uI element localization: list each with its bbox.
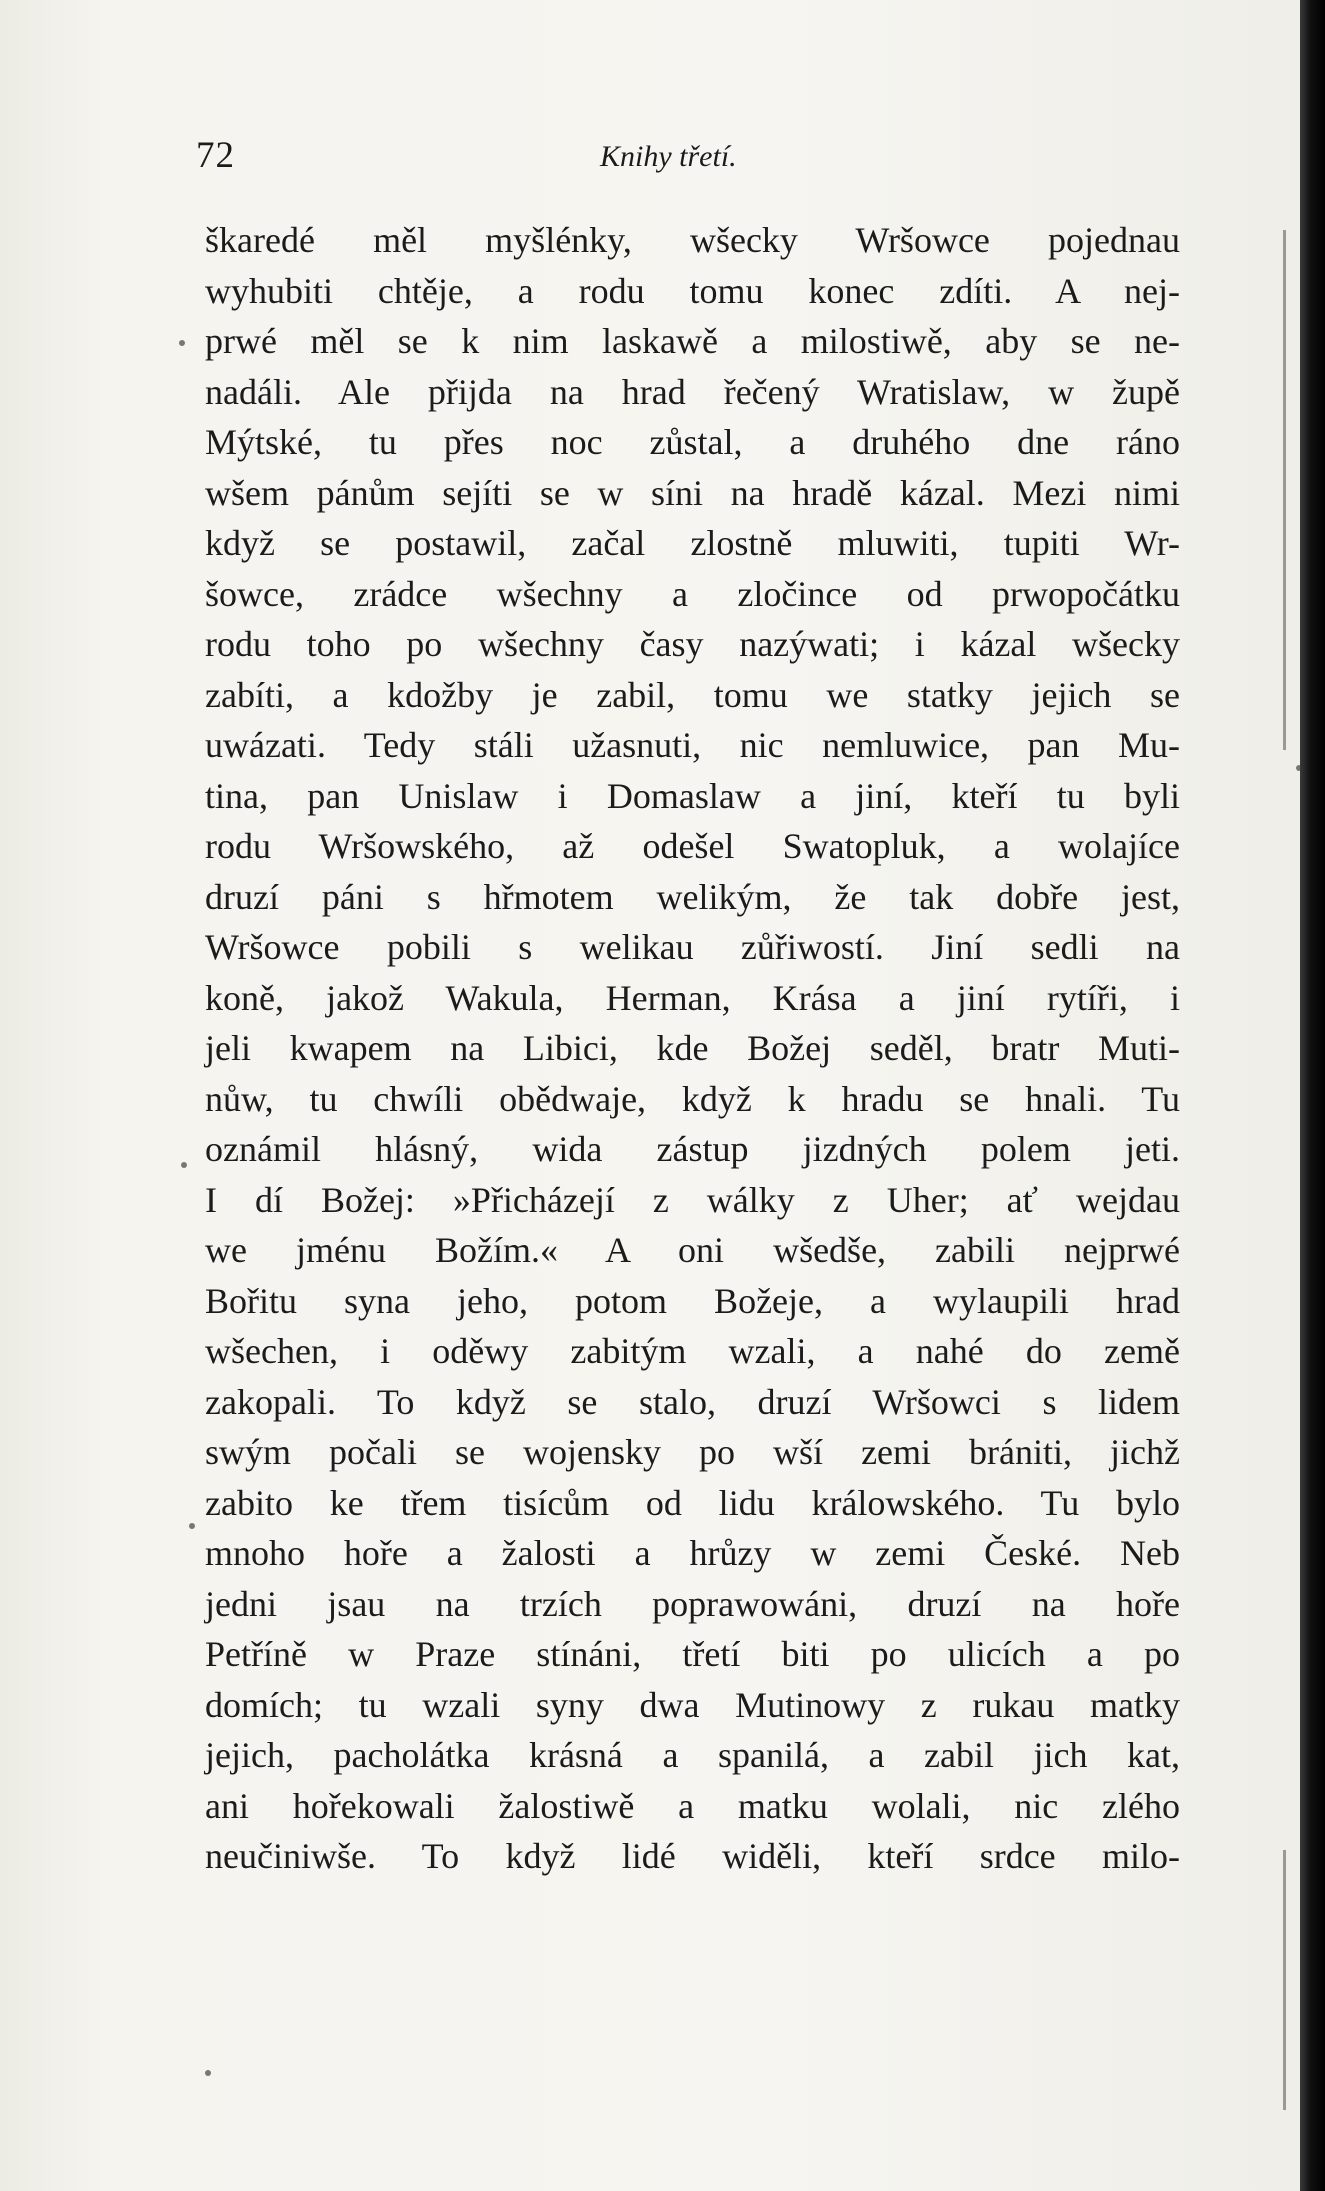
text-line: jedni jsau na trzích poprawowáni, druzí na hoře <box>205 1583 1180 1624</box>
margin-speck <box>181 1162 187 1168</box>
text-line: zakopali. To když se stalo, druzí Wršowci s lidem <box>205 1381 1180 1422</box>
margin-speck <box>205 2070 211 2076</box>
text-line: druzí páni s hřmotem welikým, že tak dobře jest, <box>205 876 1180 917</box>
text-line: I dí Božej: »Přicházejí z wálky z Uher; ať wejdau <box>205 1179 1180 1220</box>
text-line: we jménu Božím.« A oni wšedše, zabili nejprwé <box>205 1230 1180 1270</box>
running-head: Knihy třetí. <box>600 140 737 173</box>
margin-speck <box>179 340 185 346</box>
text-line: nůw, tu chwíli obědwaje, když k hradu se hnali. Tu <box>205 1078 1180 1119</box>
text-line: když se postawil, začal zlostně mluwiti, tupiti Wr- <box>205 523 1180 563</box>
text-line: jejich, pacholátka krásná a spanilá, a zabil jich kat, <box>205 1735 1180 1775</box>
text-line: ani hořekowali žalostiwě a matku wolali, nic zlého <box>205 1785 1180 1826</box>
text-line: Bořitu syna jeho, potom Božeje, a wylaupili hrad <box>205 1280 1180 1321</box>
text-line: wšem pánům sejíti se w síni na hradě kázal. Mezi nimi <box>205 472 1180 513</box>
page-edge-shadow <box>1283 230 1286 750</box>
text-line: šowce, zrádce wšechny a zločince od prwopočátku <box>205 573 1180 614</box>
body-text <box>205 215 1180 1882</box>
text-line: wšechen, i oděwy zabitým wzali, a nahé do země <box>205 1331 1180 1371</box>
page-edge-shadow <box>1283 1850 1286 2110</box>
text-line: domích; tu wzali syny dwa Mutinowy z rukau matky <box>205 1684 1180 1725</box>
text-line: rodu Wršowského, až odešel Swatopluk, a wolajíce <box>205 826 1180 866</box>
text-line: Wršowce pobili s welikau zůřiwostí. Jiní sedli na <box>205 927 1180 967</box>
text-line: swým počali se wojensky po wší zemi brániti, jichž <box>205 1432 1180 1472</box>
page-number: 72 <box>196 135 235 176</box>
text-line: zabíti, a kdožby je zabil, tomu we statky jejich se <box>205 674 1180 715</box>
margin-speck <box>189 1523 195 1529</box>
text-line: uwázati. Tedy stáli užasnuti, nic nemluwice, pan Mu- <box>205 725 1180 765</box>
text-line: zabito ke třem tisícům od lidu králowského. Tu bylo <box>205 1482 1180 1523</box>
page-header <box>196 130 1181 190</box>
text-line: škaredé měl myšlénky, wšecky Wršowce pojednau <box>205 220 1180 260</box>
text-line: rodu toho po wšechny časy nazýwati; i kázal wšecky <box>205 624 1180 664</box>
text-line: wyhubiti chtěje, a rodu tomu konec zdíti. A nej- <box>205 270 1180 311</box>
text-line: mnoho hoře a žalosti a hrůzy w zemi České. Neb <box>205 1533 1180 1573</box>
text-line: prwé měl se k nim laskawě a milostiwě, aby se ne- <box>205 321 1180 361</box>
text-line: Mýtské, tu přes noc zůstal, a druhého dne ráno <box>205 422 1180 462</box>
text-line: Petříně w Praze stínáni, třetí biti po ulicích a po <box>205 1634 1180 1674</box>
text-line: neučiniwše. To když lidé widěli, kteří srdce milo- <box>205 1836 1180 1876</box>
text-line: koně, jakož Wakula, Herman, Krása a jiní rytíři, i <box>205 977 1180 1018</box>
text-line: tina, pan Unislaw i Domaslaw a jiní, kteří tu byli <box>205 775 1180 816</box>
scan-border <box>1300 0 1325 2191</box>
text-line: oznámil hlásný, wida zástup jizdných polem jeti. <box>205 1129 1180 1169</box>
text-line: jeli kwapem na Libici, kde Božej seděl, bratr Muti- <box>205 1028 1180 1068</box>
text-line: nadáli. Ale přijda na hrad řečený Wratislaw, w župě <box>205 371 1180 412</box>
